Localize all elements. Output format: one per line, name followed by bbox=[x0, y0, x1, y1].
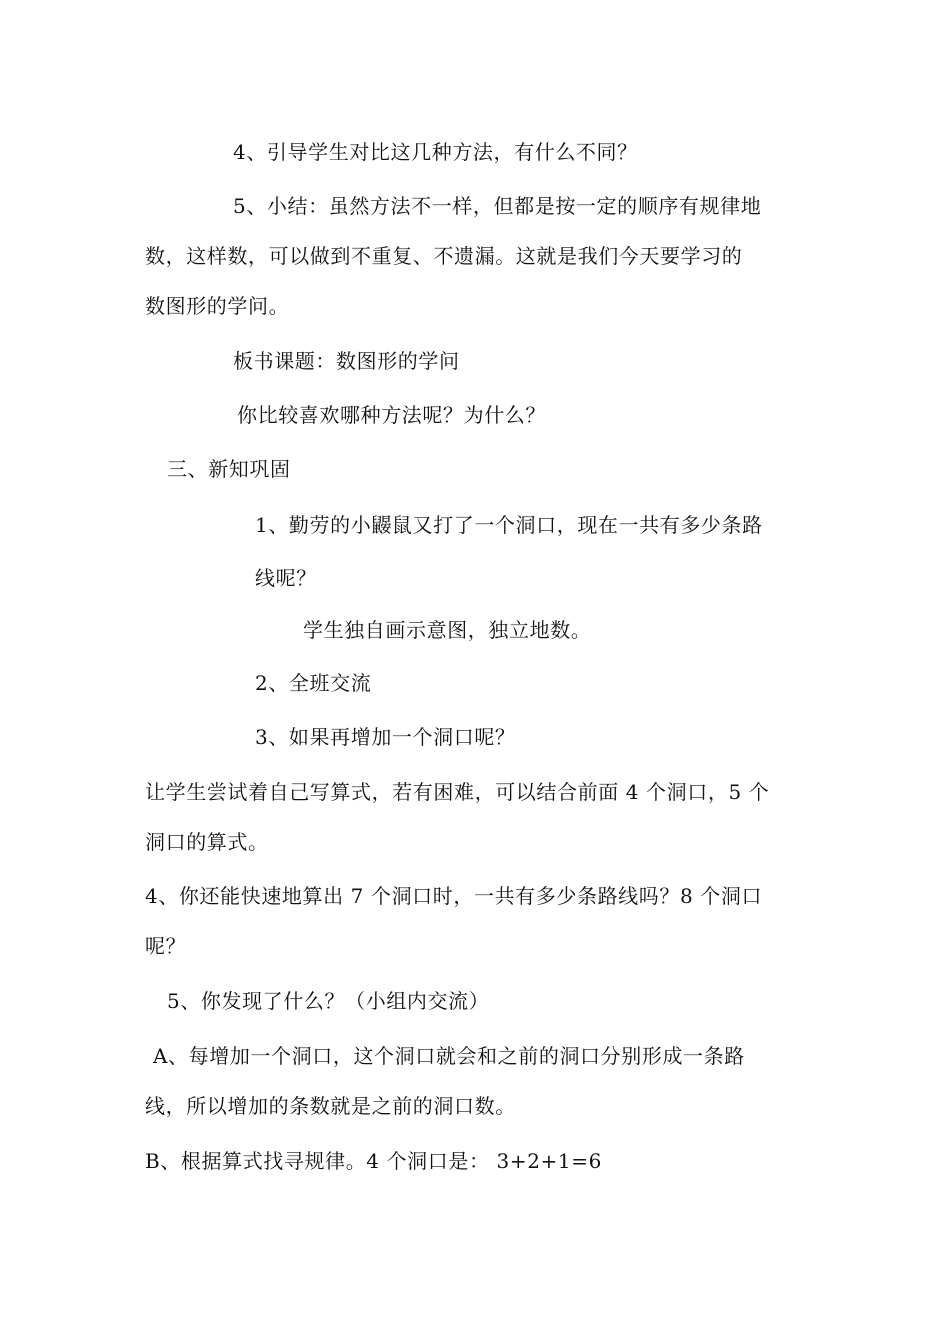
text-line-15: 4、你还能快速地算出 7 个洞口时，一共有多少条路线吗？8 个洞口 bbox=[145, 884, 763, 908]
text-line-8: 1、勤劳的小鼹鼠又打了一个洞口，现在一共有多少条路 bbox=[255, 513, 763, 537]
text-line-10: 学生独自画示意图，独立地数。 bbox=[303, 618, 592, 642]
text-line-1: 4、引导学生对比这几种方法，有什么不同？ bbox=[233, 140, 638, 164]
text-line-2: 5、小结：虽然方法不一样，但都是按一定的顺序有规律地 bbox=[233, 194, 762, 218]
text-line-18: A、每增加一个洞口，这个洞口就会和之前的洞口分别形成一条路 bbox=[153, 1044, 745, 1068]
text-line-5: 板书课题：数图形的学问 bbox=[233, 349, 460, 373]
text-line-11: 2、全班交流 bbox=[255, 671, 372, 695]
text-line-17: 5、你发现了什么？（小组内交流） bbox=[167, 989, 490, 1013]
text-line-12: 3、如果再增加一个洞口呢？ bbox=[255, 725, 516, 749]
text-line-16: 呢？ bbox=[145, 934, 187, 958]
text-line-4: 数图形的学问。 bbox=[145, 294, 290, 318]
text-line-19: 线，所以增加的条数就是之前的洞口数。 bbox=[145, 1094, 516, 1118]
text-line-6: 你比较喜欢哪种方法呢？为什么？ bbox=[237, 403, 546, 427]
text-line-14: 洞口的算式。 bbox=[145, 830, 269, 854]
text-line-9: 线呢？ bbox=[255, 566, 317, 590]
text-line-13: 让学生尝试着自己写算式，若有困难，可以结合前面 4 个洞口，5 个 bbox=[145, 780, 770, 804]
text-line-3: 数，这样数，可以做到不重复、不遗漏。这就是我们今天要学习的 bbox=[145, 244, 743, 268]
text-line-20: B、根据算式找寻规律。4 个洞口是： 3+2+1=6 bbox=[145, 1149, 602, 1173]
section-heading: 三、新知巩固 bbox=[167, 457, 291, 481]
